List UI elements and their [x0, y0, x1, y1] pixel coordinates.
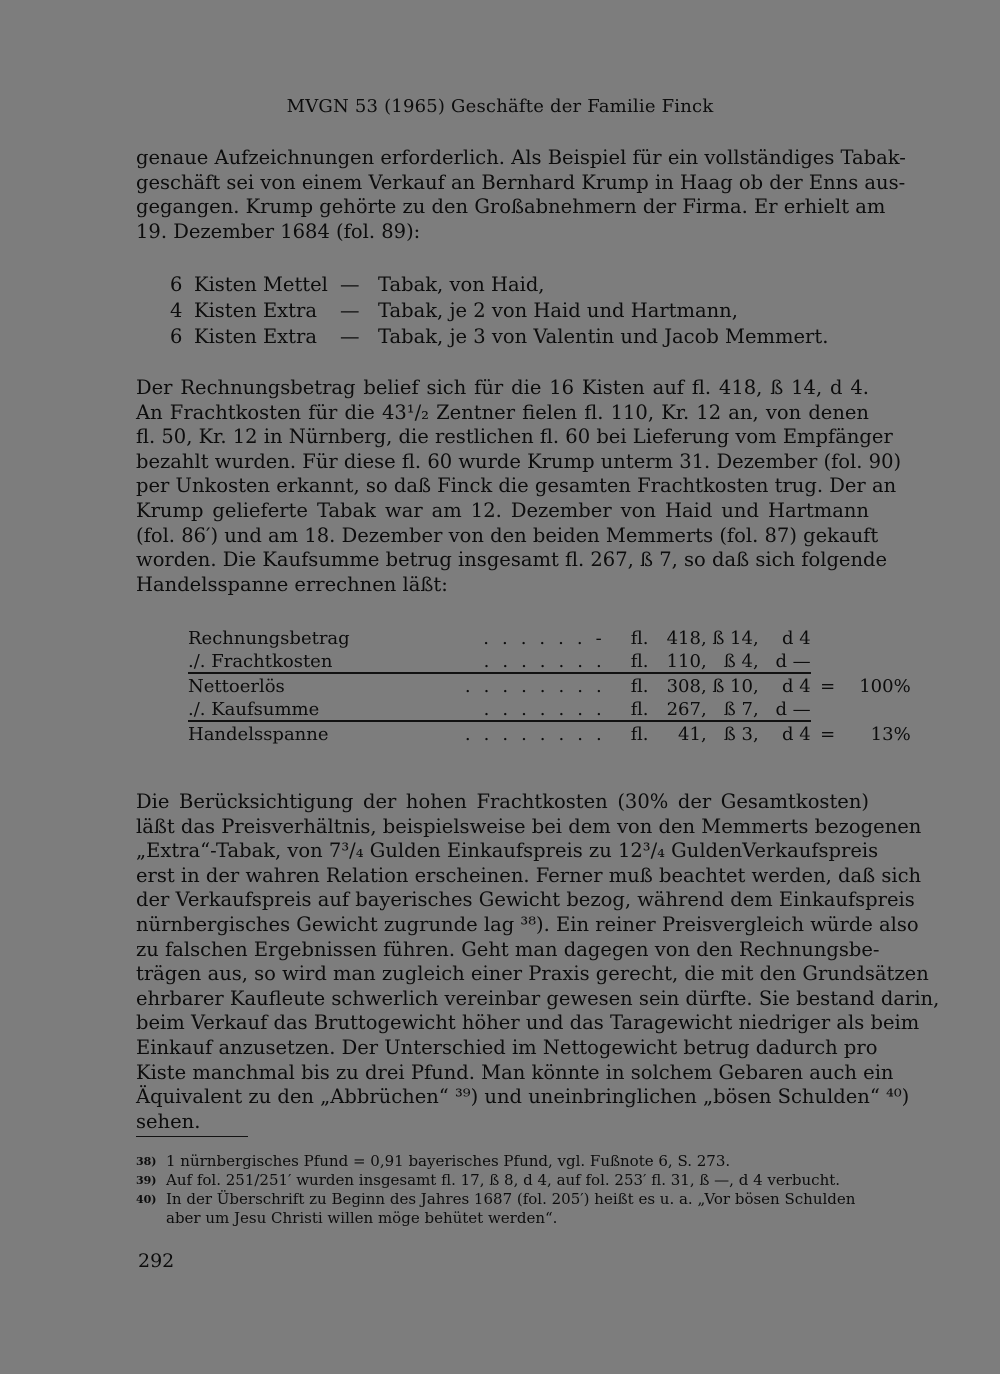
- item-quantity: 4: [170, 299, 183, 322]
- footnotes: [136, 1152, 869, 1228]
- footnote-text: 1 nürnbergisches Pfund = 0,91 bayerisches Pfund, vgl. Fußnote 6, S. 273.: [166, 1152, 731, 1170]
- text-line: (fol. 86′) und am 18. Dezember von den beiden Memmerts (fol. 87) gekauft: [136, 523, 879, 547]
- schilling-value: ß 10,: [712, 676, 759, 697]
- text-line: beim Verkauf das Bruttogewicht höher und das Taragewicht niedriger als beim: [136, 1011, 920, 1035]
- pfennig-value: d 4: [781, 724, 811, 745]
- list-item: [170, 324, 828, 350]
- footnote-marker: 38): [136, 1155, 157, 1168]
- text-line: sehen.: [136, 1109, 201, 1133]
- text-line: geschäft sei von einem Verkauf an Bernhard Krump in Haag ob der Enns aus-: [136, 170, 906, 194]
- currency-unit: fl.: [631, 649, 661, 673]
- footnote: [136, 1171, 869, 1190]
- paragraph-2: [136, 376, 902, 597]
- schilling-value: ß 3,: [723, 724, 759, 745]
- row-label: Nettoerlös: [188, 676, 285, 697]
- leader-dots: .......: [350, 697, 631, 721]
- gulden-value: 267,: [661, 697, 707, 721]
- text-line: ehrbarer Kaufleute schwerlich vereinbar gewesen sein dürfte. Sie bestand darin,: [136, 986, 940, 1010]
- pfennig-value: d 4: [781, 628, 811, 649]
- text-line: genaue Aufzeichnungen erforderlich. Als Beispiel für ein vollständiges Tabak-: [136, 146, 906, 169]
- item-description: Kisten Extra: [194, 325, 317, 348]
- leader-dots: ........: [464, 724, 615, 745]
- footnote: [136, 1190, 869, 1228]
- item-quantity: 6: [170, 325, 183, 348]
- text-line: Der Rechnungsbetrag belief sich für die 16 Kisten auf fl. 418, ß 14, d 4.: [136, 376, 869, 399]
- running-header: MVGN 53 (1965) Geschäfte der Familie Finck: [286, 96, 714, 117]
- percentage: 100%: [859, 676, 911, 697]
- text-line: Äquivalent zu den „Abbrüchen“ ³⁹) und uneinbringlichen „bösen Schulden“ ⁴⁰): [136, 1085, 910, 1109]
- leader-dots: .......: [350, 649, 631, 673]
- row-label: ./. Frachtkosten: [188, 649, 350, 673]
- list-item: [170, 298, 828, 324]
- text-line: bezahlt wurden. Für diese fl. 60 wurde Krump unterm 31. Dezember (fol. 90): [136, 449, 902, 473]
- item-description: Kisten Extra: [194, 299, 317, 322]
- percentage: [845, 626, 911, 649]
- row-label: Rechnungsbetrag: [188, 628, 350, 649]
- text-line: Handelsspanne errechnen läßt:: [136, 572, 448, 596]
- equals-sign: [811, 649, 845, 673]
- table-row: [188, 697, 911, 721]
- text-line: Kiste manchmal bis zu drei Pfund. Man könnte in solchem Gebaren auch ein: [136, 1060, 894, 1084]
- row-label: Handelsspanne: [188, 724, 329, 745]
- text-line: zu falschen Ergebnissen führen. Geht man dagegen von den Rechnungsbe-: [136, 937, 880, 961]
- equals-sign: =: [820, 724, 836, 745]
- paragraph-1: [136, 146, 906, 244]
- page-number: 292: [138, 1250, 175, 1272]
- currency-unit: fl.: [631, 697, 661, 721]
- item-quantity: 6: [170, 273, 183, 296]
- footnote: [136, 1152, 869, 1171]
- gulden-value: 41,: [678, 724, 707, 745]
- list-item: [170, 272, 828, 298]
- item-dash: —: [340, 273, 360, 296]
- text-line: An Frachtkosten für die 43¹/₂ Zentner fielen fl. 110, Kr. 12 an, von denen: [136, 400, 869, 424]
- text-line: Einkauf anzusetzen. Der Unterschied im Nettogewicht betrug dadurch pro: [136, 1035, 878, 1059]
- schilling-value: ß 14,: [712, 628, 759, 649]
- footnote-text: Auf fol. 251/251′ wurden insgesamt fl. 17, ß 8, d 4, auf fol. 253′ fl. 31, ß —, d 4 verbucht.: [166, 1171, 841, 1189]
- text-line: der Verkaufspreis auf bayerisches Gewicht bezog, während dem Einkaufspreis: [136, 888, 915, 912]
- item-dash: —: [340, 299, 360, 322]
- row-label: ./. Kaufsumme: [188, 697, 350, 721]
- item-detail: Tabak, von Haid,: [378, 273, 545, 296]
- leader-dots: ........: [464, 676, 615, 697]
- currency-unit: fl.: [630, 676, 649, 697]
- text-line: nürnbergisches Gewicht zugrunde lag ³⁸). Ein reiner Preisvergleich würde also: [136, 912, 919, 936]
- equals-sign: =: [820, 676, 836, 697]
- item-dash: —: [340, 325, 360, 348]
- text-line: „Extra“-Tabak, von 7³/₄ Gulden Einkaufspreis zu 12³/₄ GuldenVerkaufspreis: [136, 839, 879, 863]
- percentage: [845, 697, 911, 721]
- item-detail: Tabak, je 2 von Haid und Hartmann,: [378, 299, 738, 322]
- margin-calculation-table: [188, 626, 911, 745]
- schilling-value: ß 7,: [707, 697, 759, 721]
- item-detail: Tabak, je 3 von Valentin und Jacob Memmert.: [378, 325, 829, 348]
- table-row: [188, 673, 911, 697]
- text-line: fl. 50, Kr. 12 in Nürnberg, die restlichen fl. 60 bei Lieferung vom Empfänger: [136, 425, 893, 449]
- currency-unit: fl.: [630, 628, 649, 649]
- paragraph-3: [136, 790, 940, 1134]
- footnote-marker: 40): [136, 1193, 157, 1206]
- footnote-text: In der Überschrift zu Beginn des Jahres 1687 (fol. 205′) heißt es u. a. „Vor bösen Schulden aber um Jesu Christi willen möge behütet werden“.: [166, 1190, 856, 1227]
- pfennig-value: d 4: [781, 676, 811, 697]
- footnote-marker: 39): [136, 1174, 157, 1187]
- text-line: Krump gelieferte Tabak war am 12. Dezember von Haid und Hartmann: [136, 498, 869, 522]
- footnote-rule: [136, 1136, 248, 1137]
- text-line: per Unkosten erkannt, so daß Finck die gesamten Frachtkosten trug. Der an: [136, 474, 897, 498]
- text-line: Die Berücksichtigung der hohen Frachtkosten (30% der Gesamtkosten): [136, 790, 869, 813]
- currency-unit: fl.: [630, 724, 649, 745]
- table-row: [188, 721, 911, 745]
- item-description: Kisten Mettel: [194, 273, 328, 296]
- equals-sign: [811, 626, 845, 649]
- text-line: gegangen. Krump gehörte zu den Großabnehmern der Firma. Er erhielt am: [136, 195, 886, 219]
- item-list: [170, 272, 828, 350]
- percentage: [845, 649, 911, 673]
- text-line: erst in der wahren Relation erscheinen. Ferner muß beachtet werden, daß sich: [136, 863, 922, 887]
- percentage: 13%: [870, 724, 911, 745]
- pfennig-value: d —: [759, 697, 811, 721]
- schilling-value: ß 4,: [707, 649, 759, 673]
- equals-sign: [811, 697, 845, 721]
- table-row: [188, 626, 911, 649]
- gulden-value: 418,: [666, 628, 707, 649]
- text-line: trägen aus, so wird man zugleich einer Praxis gerecht, die mit den Grundsätzen: [136, 962, 929, 986]
- gulden-value: 110,: [661, 649, 707, 673]
- table-row: [188, 649, 911, 673]
- leader-dots: ......-: [483, 628, 615, 649]
- text-line: 19. Dezember 1684 (fol. 89):: [136, 219, 421, 243]
- text-line: läßt das Preisverhältnis, beispielsweise bei dem von den Memmerts bezogenen: [136, 814, 922, 838]
- gulden-value: 308,: [666, 676, 707, 697]
- pfennig-value: d —: [759, 649, 811, 673]
- text-line: worden. Die Kaufsumme betrug insgesamt fl. 267, ß 7, so daß sich folgende: [136, 548, 888, 572]
